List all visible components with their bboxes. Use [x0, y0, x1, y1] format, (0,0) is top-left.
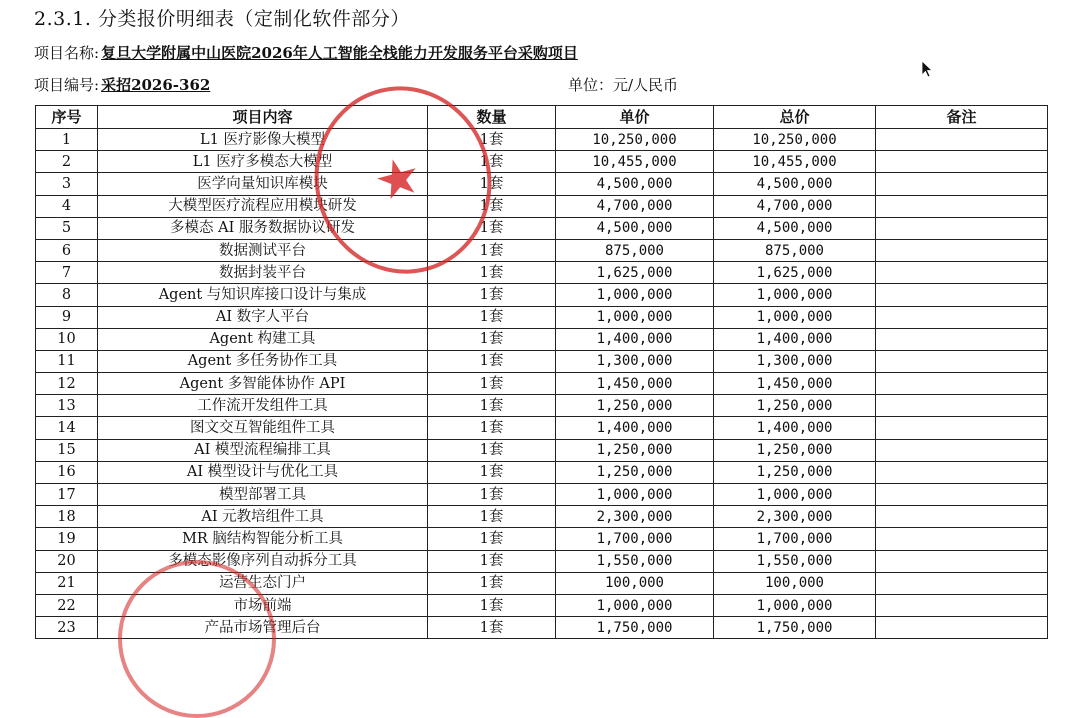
col-item-cell: Agent 与知识库接口设计与集成 [98, 284, 428, 306]
col-quantity-cell: 1套 [428, 417, 556, 439]
table-row [36, 217, 1048, 239]
col-total-price-cell: 1,000,000 [714, 306, 876, 328]
col-item-cell: AI 模型设计与优化工具 [98, 461, 428, 483]
col-total-price-cell: 4,700,000 [714, 195, 876, 217]
col-quantity-cell: 1套 [428, 239, 556, 261]
col-unit-price-cell: 1,000,000 [556, 484, 714, 506]
col-index-cell: 21 [36, 572, 98, 594]
col-item-cell: L1 医疗影像大模型 [98, 129, 428, 151]
col-item-cell: AI 元教培组件工具 [98, 506, 428, 528]
col-remark-cell [876, 328, 1048, 350]
col-quantity-cell: 1套 [428, 173, 556, 195]
col-quantity-cell: 1套 [428, 506, 556, 528]
col-unit-price-cell: 10,250,000 [556, 129, 714, 151]
col-item-cell: 工作流开发组件工具 [98, 395, 428, 417]
col-item-cell: 市场前端 [98, 594, 428, 616]
col-index-cell: 6 [36, 239, 98, 261]
col-remark-cell [876, 528, 1048, 550]
col-unit-price-cell: 1,400,000 [556, 417, 714, 439]
col-quantity-cell: 1套 [428, 617, 556, 639]
col-index-cell: 1 [36, 129, 98, 151]
table-row [36, 594, 1048, 616]
col-index-cell: 17 [36, 484, 98, 506]
quote-table [35, 105, 1048, 639]
header-col-total-price: 总价 [714, 106, 876, 129]
table-row [36, 550, 1048, 572]
col-quantity-cell: 1套 [428, 217, 556, 239]
col-total-price-cell: 10,250,000 [714, 129, 876, 151]
col-total-price-cell: 1,400,000 [714, 328, 876, 350]
col-unit-price-cell: 1,550,000 [556, 550, 714, 572]
col-quantity-cell: 1套 [428, 151, 556, 173]
table-row [36, 506, 1048, 528]
table-row [36, 262, 1048, 284]
col-item-cell: 产品市场管理后台 [98, 617, 428, 639]
col-item-cell: AI 数字人平台 [98, 306, 428, 328]
col-remark-cell [876, 484, 1048, 506]
table-row [36, 617, 1048, 639]
col-item-cell: AI 模型流程编排工具 [98, 439, 428, 461]
col-quantity-cell: 1套 [428, 262, 556, 284]
col-index-cell: 11 [36, 350, 98, 372]
col-remark-cell [876, 439, 1048, 461]
header-col-item: 项目内容 [98, 106, 428, 129]
col-unit-price-cell: 4,500,000 [556, 173, 714, 195]
table-row [36, 417, 1048, 439]
col-index-cell: 18 [36, 506, 98, 528]
section-heading: 2.3.1. 分类报价明细表（定制化软件部分） [34, 8, 410, 30]
col-item-cell: 运营生态门户 [98, 572, 428, 594]
col-unit-price-cell: 100,000 [556, 572, 714, 594]
col-item-cell: MR 脑结构智能分析工具 [98, 528, 428, 550]
project-name-value: 复旦大学附属中山医院2026年人工智能全栈能力开发服务平台采购项目 [101, 44, 578, 62]
col-index-cell: 2 [36, 151, 98, 173]
col-remark-cell [876, 572, 1048, 594]
col-item-cell: Agent 多任务协作工具 [98, 350, 428, 372]
col-quantity-cell: 1套 [428, 550, 556, 572]
table-row [36, 484, 1048, 506]
col-total-price-cell: 4,500,000 [714, 173, 876, 195]
table-row [36, 350, 1048, 372]
table-row [36, 395, 1048, 417]
col-index-cell: 19 [36, 528, 98, 550]
col-quantity-cell: 1套 [428, 129, 556, 151]
col-remark-cell [876, 129, 1048, 151]
col-total-price-cell: 1,250,000 [714, 395, 876, 417]
col-unit-price-cell: 1,750,000 [556, 617, 714, 639]
col-quantity-cell: 1套 [428, 284, 556, 306]
col-remark-cell [876, 195, 1048, 217]
col-item-cell: 多模态影像序列自动拆分工具 [98, 550, 428, 572]
col-index-cell: 14 [36, 417, 98, 439]
col-remark-cell [876, 550, 1048, 572]
table-row [36, 239, 1048, 261]
col-item-cell: 数据测试平台 [98, 239, 428, 261]
col-remark-cell [876, 350, 1048, 372]
col-unit-price-cell: 2,300,000 [556, 506, 714, 528]
col-total-price-cell: 2,300,000 [714, 506, 876, 528]
table-row [36, 461, 1048, 483]
col-total-price-cell: 1,000,000 [714, 594, 876, 616]
star-icon: ★ [367, 144, 429, 215]
col-remark-cell [876, 594, 1048, 616]
col-index-cell: 15 [36, 439, 98, 461]
col-remark-cell [876, 306, 1048, 328]
col-item-cell: Agent 多智能体协作 API [98, 373, 428, 395]
header-col-unit-price: 单价 [556, 106, 714, 129]
col-total-price-cell: 1,250,000 [714, 461, 876, 483]
table-row [36, 151, 1048, 173]
col-unit-price-cell: 1,400,000 [556, 328, 714, 350]
table-row [36, 572, 1048, 594]
col-unit-price-cell: 1,250,000 [556, 395, 714, 417]
table-row [36, 439, 1048, 461]
col-remark-cell [876, 173, 1048, 195]
col-item-cell: 数据封装平台 [98, 262, 428, 284]
table-row [36, 284, 1048, 306]
col-unit-price-cell: 10,455,000 [556, 151, 714, 173]
col-unit-price-cell: 4,700,000 [556, 195, 714, 217]
col-index-cell: 8 [36, 284, 98, 306]
table-header-row [36, 106, 1048, 129]
col-quantity-cell: 1套 [428, 195, 556, 217]
header-col-index: 序号 [36, 106, 98, 129]
col-total-price-cell: 1,000,000 [714, 484, 876, 506]
col-index-cell: 9 [36, 306, 98, 328]
col-index-cell: 5 [36, 217, 98, 239]
table-row [36, 373, 1048, 395]
col-unit-price-cell: 1,300,000 [556, 350, 714, 372]
col-remark-cell [876, 151, 1048, 173]
col-quantity-cell: 1套 [428, 350, 556, 372]
col-unit-price-cell: 1,000,000 [556, 284, 714, 306]
col-total-price-cell: 1,625,000 [714, 262, 876, 284]
col-unit-price-cell: 1,450,000 [556, 373, 714, 395]
col-quantity-cell: 1套 [428, 528, 556, 550]
col-remark-cell [876, 239, 1048, 261]
col-quantity-cell: 1套 [428, 373, 556, 395]
col-item-cell: 医学向量知识库模块 [98, 173, 428, 195]
mouse-pointer-icon [921, 60, 933, 78]
project-name-line [34, 42, 578, 63]
col-total-price-cell: 1,750,000 [714, 617, 876, 639]
project-code-value: 采招2026-362 [101, 76, 211, 94]
col-unit-price-cell: 1,700,000 [556, 528, 714, 550]
table-body [36, 129, 1048, 639]
col-index-cell: 13 [36, 395, 98, 417]
col-index-cell: 3 [36, 173, 98, 195]
col-quantity-cell: 1套 [428, 395, 556, 417]
col-quantity-cell: 1套 [428, 306, 556, 328]
project-code-line [34, 74, 210, 95]
col-unit-price-cell: 1,000,000 [556, 306, 714, 328]
col-index-cell: 10 [36, 328, 98, 350]
col-index-cell: 12 [36, 373, 98, 395]
col-unit-price-cell: 4,500,000 [556, 217, 714, 239]
col-total-price-cell: 1,450,000 [714, 373, 876, 395]
table-row [36, 195, 1048, 217]
currency-unit: 单位：元/人民币 [568, 76, 679, 94]
col-remark-cell [876, 617, 1048, 639]
table-row [36, 306, 1048, 328]
col-item-cell: L1 医疗多模态大模型 [98, 151, 428, 173]
col-total-price-cell: 1,300,000 [714, 350, 876, 372]
col-index-cell: 23 [36, 617, 98, 639]
col-item-cell: 多模态 AI 服务数据协议研发 [98, 217, 428, 239]
col-item-cell: Agent 构建工具 [98, 328, 428, 350]
col-remark-cell [876, 506, 1048, 528]
col-unit-price-cell: 875,000 [556, 239, 714, 261]
col-index-cell: 16 [36, 461, 98, 483]
col-total-price-cell: 1,000,000 [714, 284, 876, 306]
col-remark-cell [876, 262, 1048, 284]
col-unit-price-cell: 1,250,000 [556, 439, 714, 461]
col-quantity-cell: 1套 [428, 572, 556, 594]
header-col-remark: 备注 [876, 106, 1048, 129]
col-quantity-cell: 1套 [428, 594, 556, 616]
col-index-cell: 7 [36, 262, 98, 284]
col-item-cell: 大模型医疗流程应用模块研发 [98, 195, 428, 217]
col-remark-cell [876, 395, 1048, 417]
col-quantity-cell: 1套 [428, 461, 556, 483]
col-quantity-cell: 1套 [428, 484, 556, 506]
col-total-price-cell: 875,000 [714, 239, 876, 261]
col-index-cell: 20 [36, 550, 98, 572]
col-remark-cell [876, 461, 1048, 483]
col-quantity-cell: 1套 [428, 328, 556, 350]
col-total-price-cell: 1,400,000 [714, 417, 876, 439]
col-remark-cell [876, 417, 1048, 439]
col-index-cell: 22 [36, 594, 98, 616]
col-index-cell: 4 [36, 195, 98, 217]
col-quantity-cell: 1套 [428, 439, 556, 461]
col-remark-cell [876, 217, 1048, 239]
col-remark-cell [876, 284, 1048, 306]
col-total-price-cell: 1,250,000 [714, 439, 876, 461]
project-name-label: 项目名称: [34, 44, 100, 62]
col-total-price-cell: 4,500,000 [714, 217, 876, 239]
project-code-label: 项目编号: [34, 76, 100, 94]
col-item-cell: 图文交互智能组件工具 [98, 417, 428, 439]
header-col-quantity: 数量 [428, 106, 556, 129]
col-total-price-cell: 1,700,000 [714, 528, 876, 550]
col-total-price-cell: 100,000 [714, 572, 876, 594]
table-row [36, 328, 1048, 350]
col-unit-price-cell: 1,000,000 [556, 594, 714, 616]
table-row [36, 173, 1048, 195]
table-row [36, 528, 1048, 550]
col-total-price-cell: 10,455,000 [714, 151, 876, 173]
col-item-cell: 模型部署工具 [98, 484, 428, 506]
table-row [36, 129, 1048, 151]
col-unit-price-cell: 1,625,000 [556, 262, 714, 284]
col-remark-cell [876, 373, 1048, 395]
col-unit-price-cell: 1,250,000 [556, 461, 714, 483]
col-total-price-cell: 1,550,000 [714, 550, 876, 572]
